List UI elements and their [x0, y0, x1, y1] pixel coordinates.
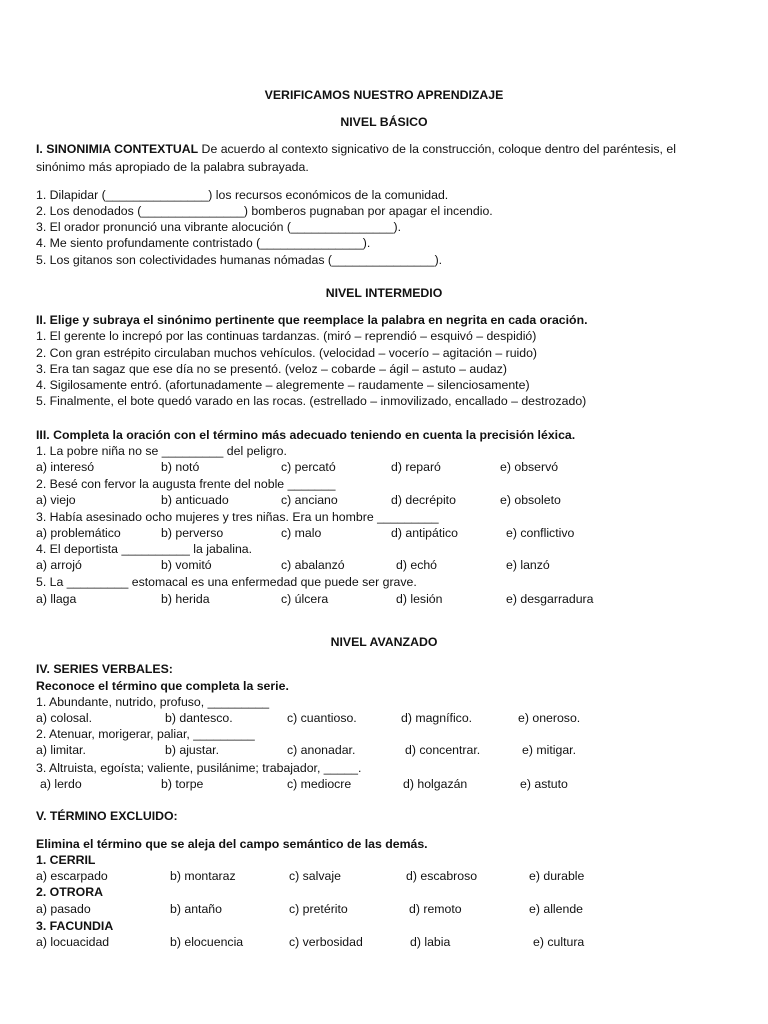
section-1-instruction [36, 141, 676, 157]
option-b: b) perverso [161, 526, 224, 540]
option-e: e) lanzó [506, 558, 550, 572]
section-3-title: III. Completa la oración con el término más adecuado teniendo en cuenta la precisión léxica. [36, 428, 576, 442]
option-a: a) viejo [36, 493, 76, 507]
option-d: d) labia [410, 935, 451, 949]
section-2-item: 5. Finalmente, el bote quedó varado en las rocas. (estrellado – inmovilizado, encallado – destrozado) [36, 394, 587, 408]
section-2-item: 2. Con gran estrépito circulaban muchos vehículos. (velocidad – vocerío – agitación – ruido) [36, 346, 538, 360]
option-c: c) salvaje [289, 869, 341, 883]
section-2-title: II. Elige y subraya el sinónimo pertinente que reemplace la palabra en negrita en cada oración. [36, 313, 588, 327]
option-a: a) problemático [36, 526, 121, 540]
section-1-item: 2. Los denodados (_______________) bomberos pugnaban por apagar el incendio. [36, 204, 493, 218]
option-c: c) malo [281, 526, 322, 540]
option-e: e) allende [529, 902, 584, 916]
option-b: b) anticuado [161, 493, 229, 507]
section-4-instruction: Reconoce el término que completa la serie. [36, 679, 289, 693]
option-d: d) lesión [396, 592, 443, 606]
option-e: e) cultura [533, 935, 585, 949]
option-d: d) antipático [391, 526, 458, 540]
section-3-question: 3. Había asesinado ocho mujeres y tres niñas. Era un hombre _________ [36, 510, 439, 524]
option-e: e) astuto [520, 777, 568, 791]
option-b: b) ajustar. [165, 743, 219, 757]
option-a: a) colosal. [36, 711, 93, 725]
section-5-instruction: Elimina el término que se aleja del campo semántico de las demás. [36, 837, 428, 851]
option-e: e) obsoleto [500, 493, 561, 507]
option-e: e) conflictivo [506, 526, 575, 540]
section-4-question: 1. Abundante, nutrido, profuso, _________ [36, 695, 270, 709]
option-d: d) holgazán [403, 777, 468, 791]
section-4-question: 3. Altruista, egoísta; valiente, pusilánime; trabajador, _____. [36, 761, 362, 775]
option-c: c) úlcera [281, 592, 329, 606]
section-2-item: 3. Era tan sagaz que ese día no se presentó. (veloz – cobarde – ágil – astuto – audaz) [36, 362, 508, 376]
section-1-item: 5. Los gitanos son colectividades humanas nómadas (_______________). [36, 253, 443, 267]
option-a: a) llaga [36, 592, 77, 606]
option-e: e) durable [529, 869, 585, 883]
option-c: c) cuantioso. [287, 711, 357, 725]
heading-nivel-intermedio: NIVEL INTERMEDIO [325, 286, 443, 300]
option-c: c) verbosidad [289, 935, 363, 949]
option-e: e) mitigar. [522, 743, 576, 757]
section-4-question: 2. Atenuar, morigerar, paliar, _________ [36, 727, 255, 741]
option-e: e) desgarradura [506, 592, 594, 606]
option-b: b) dantesco. [165, 711, 233, 725]
section-1-item: 1. Dilapidar (_______________) los recursos económicos de la comunidad. [36, 188, 449, 202]
section-4-title: IV. SERIES VERBALES: [36, 662, 173, 676]
section-3-question: 2. Besé con fervor la augusta frente del noble _______ [36, 477, 336, 491]
option-c: c) mediocre [287, 777, 352, 791]
option-a: a) lerdo [40, 777, 82, 791]
option-a: a) arrojó [36, 558, 82, 572]
section-1-title: I. SINONIMIA CONTEXTUAL [36, 142, 199, 156]
option-e: e) observó [500, 460, 559, 474]
option-b: b) herida [161, 592, 210, 606]
option-a: a) interesó [36, 460, 95, 474]
section-3-question: 5. La _________ estomacal es una enfermedad que puede ser grave. [36, 575, 417, 589]
option-d: d) reparó [391, 460, 441, 474]
option-b: b) notó [161, 460, 200, 474]
section-5-word: 3. FACUNDIA [36, 919, 114, 933]
option-c: c) anonadar. [287, 743, 356, 757]
section-3-question: 1. La pobre niña no se _________ del peligro. [36, 444, 287, 458]
section-5-word: 2. OTRORA [36, 885, 103, 899]
section-1-item: 4. Me siento profundamente contristado (_______________). [36, 236, 371, 250]
option-e: e) oneroso. [518, 711, 581, 725]
heading-nivel-avanzado: NIVEL AVANZADO [330, 635, 438, 649]
option-d: d) decrépito [391, 493, 456, 507]
section-2-item: 4. Sigilosamente entró. (afortunadamente – alegremente – raudamente – silenciosamente) [36, 378, 530, 392]
option-c: c) anciano [281, 493, 338, 507]
option-d: d) echó [396, 558, 438, 572]
option-a: a) pasado [36, 902, 91, 916]
option-c: c) pretérito [289, 902, 348, 916]
section-3-question: 4. El deportista __________ la jabalina. [36, 542, 253, 556]
section-5-title: V. TÉRMINO EXCLUIDO: [36, 809, 178, 823]
option-d: d) concentrar. [405, 743, 481, 757]
option-a: a) locuacidad [36, 935, 110, 949]
option-b: b) vomitó [161, 558, 212, 572]
option-d: d) magnífico. [401, 711, 473, 725]
option-a: a) escarpado [36, 869, 108, 883]
option-b: b) antaño [170, 902, 222, 916]
option-c: c) abalanzó [281, 558, 345, 572]
page-title: VERIFICAMOS NUESTRO APRENDIZAJE [264, 88, 504, 102]
section-2-item: 1. El gerente lo increpó por las continuas tardanzas. (miró – reprendió – esquivó – despidió) [36, 329, 537, 343]
option-d: d) escabroso [406, 869, 478, 883]
option-b: b) torpe [161, 777, 204, 791]
section-1-instruction-text: De acuerdo al contexto signicativo de la construcción, coloque dentro del paréntesis, el [198, 142, 676, 156]
option-b: b) montaraz [170, 869, 236, 883]
section-5-word: 1. CERRIL [36, 853, 96, 867]
section-1-instruction-cont: sinónimo más apropiado de la palabra subrayada. [36, 160, 309, 174]
option-b: b) elocuencia [170, 935, 244, 949]
section-1-item: 3. El orador pronunció una vibrante alocución (_______________). [36, 220, 402, 234]
option-c: c) percató [281, 460, 336, 474]
option-a: a) limitar. [36, 743, 86, 757]
heading-nivel-basico: NIVEL BÁSICO [340, 115, 428, 129]
option-d: d) remoto [409, 902, 462, 916]
